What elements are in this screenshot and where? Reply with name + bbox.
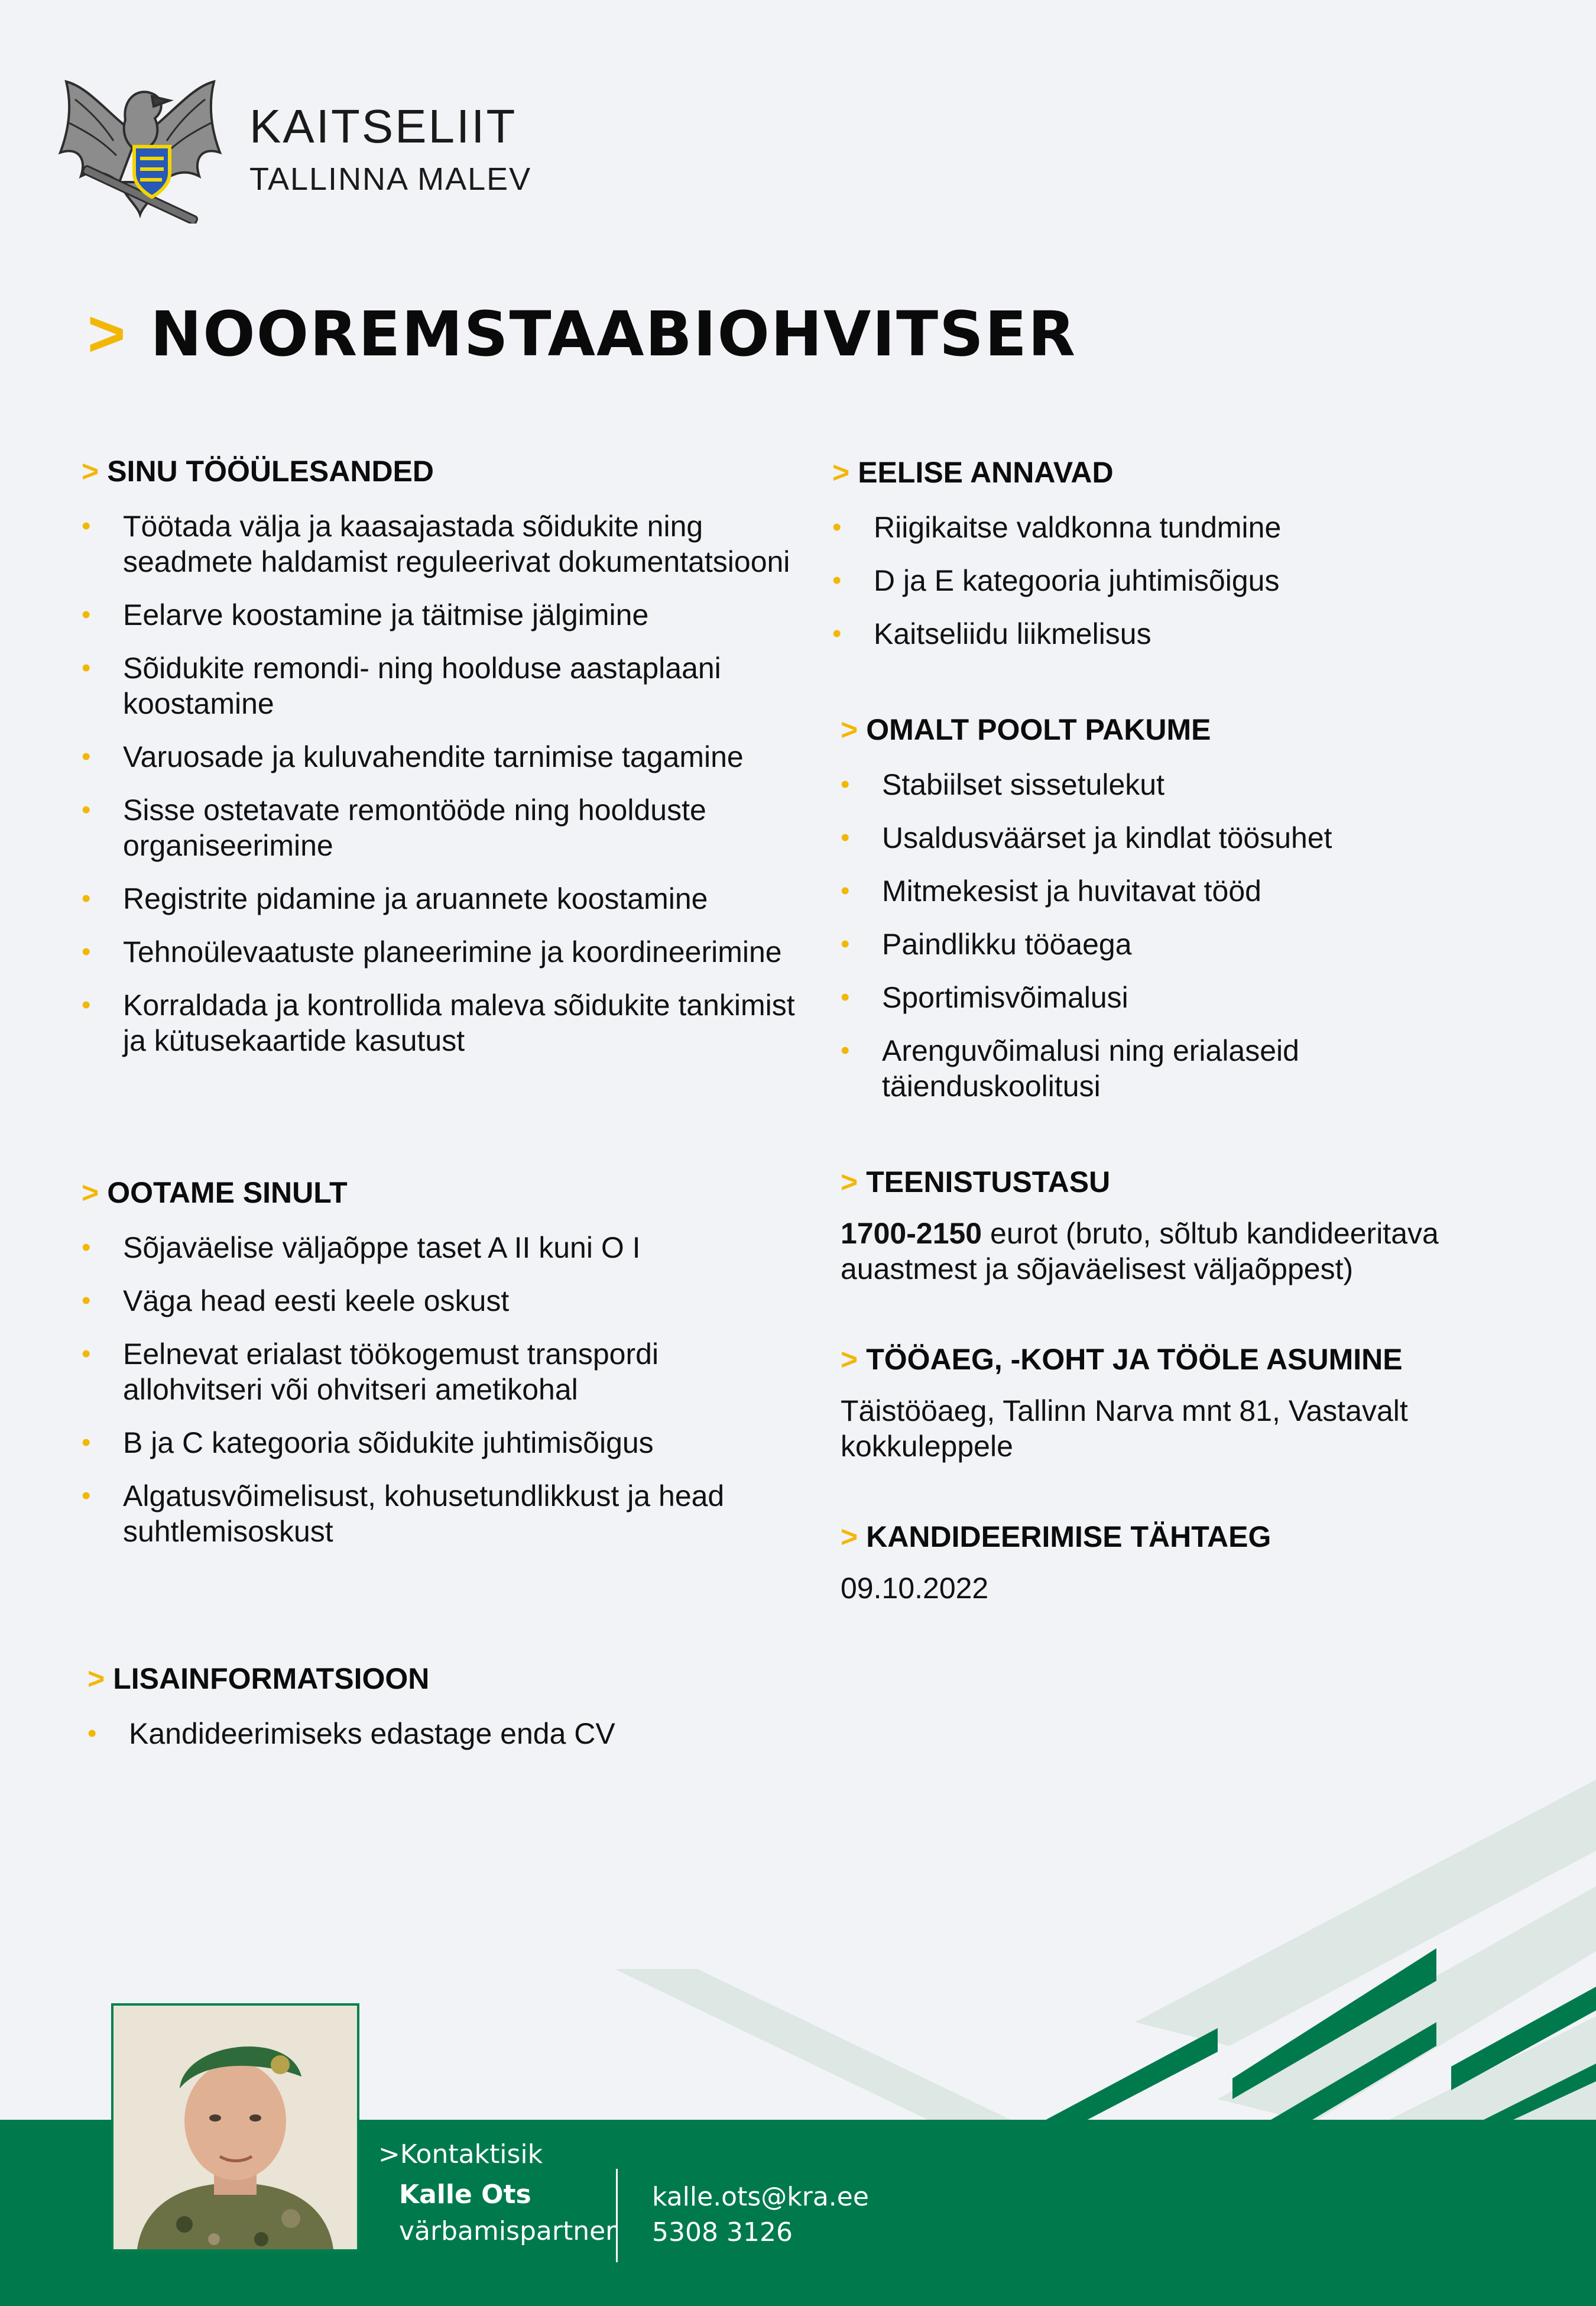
section-salary bbox=[841, 1165, 1473, 1287]
org-name: KAITSELIIT bbox=[249, 100, 517, 153]
org-subtitle: TALLINNA MALEV bbox=[249, 161, 532, 197]
contact-email-link[interactable]: kalle.ots@kra.ee bbox=[652, 2182, 869, 2212]
list-item: • Töötada välja ja kaasajastada sõidukite ning seadmete haldamist reguleerivat dokumentatsiooni bbox=[82, 509, 800, 579]
list-item: • Registrite pidamine ja aruannete koostamine bbox=[82, 881, 800, 916]
deadline-text: 09.10.2022 bbox=[841, 1572, 989, 1605]
expect-list bbox=[82, 1230, 785, 1549]
list-item: • Sportimisvõimalusi bbox=[841, 980, 1337, 1015]
title-arrow: > bbox=[87, 297, 126, 370]
list-item: • Eelarve koostamine ja täitmise jälgimine bbox=[82, 597, 800, 633]
contact-divider bbox=[616, 2169, 618, 2262]
list-item: • Mitmekesist ja huvitavat tööd bbox=[841, 873, 1337, 909]
contact-name: Kalle Ots bbox=[399, 2179, 531, 2210]
section-offer bbox=[841, 712, 1538, 1122]
logo bbox=[54, 64, 226, 224]
section-heading: > TÖÖAEG, -KOHT JA TÖÖLE ASUMINE bbox=[841, 1343, 1403, 1376]
offer-list bbox=[841, 767, 1337, 1104]
salary-amount: 1700-2150 bbox=[841, 1217, 982, 1250]
list-item: • Kaitseliidu liikmelisus bbox=[832, 616, 1542, 652]
eagle-emblem-icon bbox=[54, 64, 226, 224]
list-item: • B ja C kategooria sõidukite juhtimisõigus bbox=[82, 1425, 785, 1460]
section-tasks bbox=[82, 454, 795, 1076]
list-item: • D ja E kategooria juhtimisõigus bbox=[832, 563, 1542, 598]
salary-text: 1700-2150 eurot (bruto, sõltub kandideeritava auastmest ja sõjaväelisest väljaõppest) bbox=[841, 1217, 1439, 1285]
list-item: • Väga head eesti keele oskust bbox=[82, 1283, 785, 1319]
list-item: • Kandideerimiseks edastage enda CV bbox=[87, 1716, 797, 1751]
list-item: • Tehnoülevaatuste planeerimine ja koordineerimine bbox=[82, 934, 800, 970]
section-heading: > EELISE ANNAVAD bbox=[832, 456, 1114, 489]
page-title bbox=[87, 297, 1077, 370]
list-item: • Eelnevat erialast töökogemust transpordi allohvitseri või ohvitseri ametikohal bbox=[82, 1336, 785, 1407]
list-item: • Riigikaitse valdkonna tundmine bbox=[832, 510, 1542, 545]
title-text: NOOREMSTAABIOHVITSER bbox=[150, 298, 1077, 370]
list-item: • Stabiilset sissetulekut bbox=[841, 767, 1337, 802]
tasks-list bbox=[82, 509, 800, 1058]
advantage-list bbox=[832, 510, 1542, 652]
contact-role: värbamispartner bbox=[399, 2216, 617, 2246]
section-heading: > TEENISTUSTASU bbox=[841, 1165, 1111, 1199]
section-heading: > KANDIDEERIMISE TÄHTAEG bbox=[841, 1520, 1271, 1553]
list-item: • Varuosade ja kuluvahendite tarnimise tagamine bbox=[82, 739, 800, 775]
list-item: • Arenguvõimalusi ning erialaseid täienduskoolitusi bbox=[841, 1033, 1337, 1104]
list-item: • Paindlikku tööaega bbox=[841, 927, 1337, 962]
list-item: • Usaldusväärset ja kindlat töösuhet bbox=[841, 820, 1337, 856]
section-heading: > LISAINFORMATSIOON bbox=[87, 1662, 430, 1695]
contact-phone-link[interactable]: 5308 3126 bbox=[652, 2217, 793, 2247]
contact-photo bbox=[111, 2003, 359, 2252]
section-heading: > OOTAME SINULT bbox=[82, 1176, 348, 1209]
list-item: • Sõidukite remondi- ning hoolduse aastaplaani koostamine bbox=[82, 650, 800, 721]
section-extra bbox=[87, 1662, 797, 1769]
section-heading: > OMALT POOLT PAKUME bbox=[841, 713, 1211, 746]
worktime-text: Täistööaeg, Tallinn Narva mnt 81, Vastavalt kokkuleppele bbox=[841, 1394, 1408, 1463]
section-heading: > SINU TÖÖÜLESANDED bbox=[82, 455, 434, 488]
list-item: • Sisse ostetavate remontööde ning hoolduste organiseerimine bbox=[82, 792, 800, 863]
extra-list bbox=[87, 1716, 797, 1751]
section-expect bbox=[82, 1175, 791, 1567]
list-item: • Algatusvõimelisust, kohusetundlikkust ja head suhtlemisoskust bbox=[82, 1478, 785, 1549]
section-worktime bbox=[841, 1342, 1432, 1464]
section-deadline bbox=[841, 1520, 1491, 1606]
contact-heading: >Kontaktisik bbox=[378, 2139, 543, 2169]
list-item: • Korraldada ja kontrollida maleva sõidukite tankimist ja kütusekaartide kasutust bbox=[82, 987, 800, 1058]
section-advantage bbox=[832, 455, 1542, 669]
list-item: • Sõjaväelise väljaõppe taset A II kuni O I bbox=[82, 1230, 785, 1265]
